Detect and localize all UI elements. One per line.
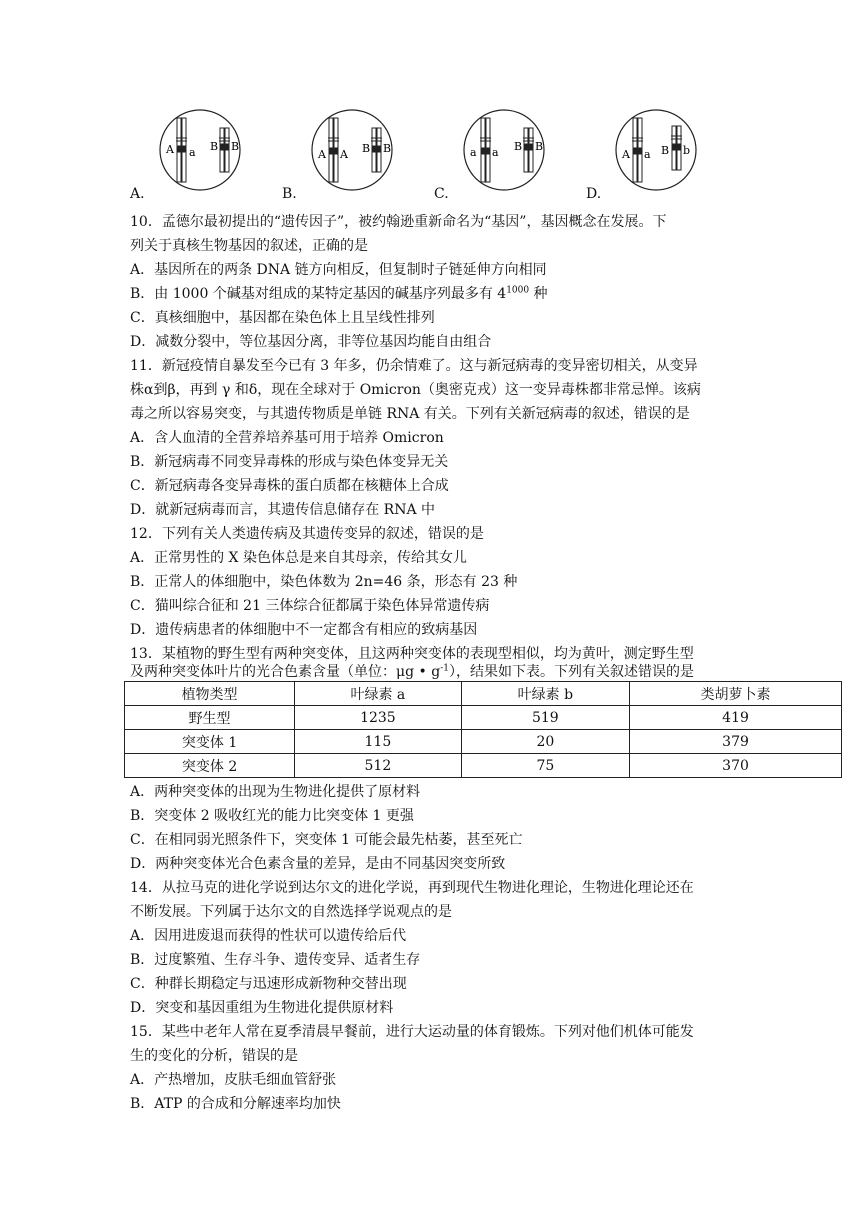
figure-option-a-letter: A.	[130, 186, 145, 202]
table-cell: 115	[295, 730, 462, 754]
allele-label: a	[492, 146, 499, 159]
table-cell: 75	[461, 754, 629, 778]
figure-option-d-letter: D.	[586, 186, 602, 202]
q15-stem-line-1: 15．某些中老年人常在夏季清晨早餐前，进行大运动量的体育锻炼。下列对他们机体可能发	[130, 1024, 694, 1040]
q13-stem-line-1: 13．某植物的野生型有两种突变体，且这两种突变体的表现型相似，均为黄叶，测定野生型	[130, 646, 694, 662]
table-row	[125, 754, 842, 778]
table-header-cell: 植物类型	[125, 682, 295, 706]
table-cell: 突变体 2	[125, 754, 295, 778]
q13-stem-line-2-text: 及两种突变体叶片的光合色素含量（单位：μg • g	[130, 664, 441, 680]
table-cell: 20	[461, 730, 629, 754]
q14-option-b: B．过度繁殖、生存斗争、遗传变异、适者生存	[130, 952, 421, 968]
table-cell: 512	[295, 754, 462, 778]
q10-option-c: C．真核细胞中，基因都在染色体上且呈线性排列	[130, 310, 435, 326]
q12-stem-line-1: 12．下列有关人类遗传病及其遗传变异的叙述，错误的是	[130, 526, 484, 542]
table-header-row	[125, 682, 842, 706]
cell-diagram-b	[310, 108, 394, 192]
q13-stem-line-2	[130, 662, 694, 682]
q13-option-b: B．突变体 2 吸收红光的能力比突变体 1 更强	[130, 808, 414, 824]
allele-label: a	[470, 146, 477, 159]
figure-option-c-letter: C.	[434, 186, 449, 202]
q10-option-b	[130, 284, 548, 304]
allele-label: A	[340, 148, 348, 161]
allele-label: B	[210, 140, 219, 153]
q10-option-b-text: B．由 1000 个碱基对组成的某特定基因的碱基序列最多有 4	[130, 286, 507, 302]
table-cell: 379	[630, 730, 842, 754]
q10-stem-line-1: 10．孟德尔最初提出的“遗传因子”，被约翰逊重新命名为“基因”，基因概念在发展。下	[130, 214, 667, 230]
allele-label: A	[166, 143, 174, 156]
q13-unit-exponent: -1	[440, 663, 449, 674]
allele-label: a	[644, 148, 651, 161]
table-header-cell: 叶绿素 b	[461, 682, 629, 706]
q10-stem-line-2: 列关于真核生物基因的叙述，正确的是	[130, 238, 368, 254]
q14-option-c: C．种群长期稳定与迅速形成新物种交替出现	[130, 976, 407, 992]
table-cell: 519	[461, 706, 629, 730]
allele-label: B	[514, 140, 523, 153]
q14-option-d: D．突变和基因重组为生物进化提供原材料	[130, 1000, 394, 1016]
table-cell: 370	[630, 754, 842, 778]
q11-option-a: A．含人血清的全营养培养基可用于培养 Omicron	[130, 430, 444, 446]
allele-label: B	[231, 140, 240, 153]
q11-option-d: D．就新冠病毒而言，其遗传信息储存在 RNA 中	[130, 502, 436, 518]
q14-option-a: A．因用进废退而获得的性状可以遗传给后代	[130, 928, 407, 944]
table-cell: 突变体 1	[125, 730, 295, 754]
allele-label: b	[683, 144, 691, 157]
q15-option-b: B．ATP 的合成和分解速率均加快	[130, 1096, 341, 1112]
q10-option-b-exponent: 1000	[506, 285, 530, 296]
allele-label: B	[362, 142, 371, 155]
q11-option-c: C．新冠病毒各变异毒株的蛋白质都在核糖体上合成	[130, 478, 449, 494]
q13-option-c: C．在相同弱光照条件下，突变体 1 可能会最先枯萎，甚至死亡	[130, 832, 523, 848]
allele-label: B	[535, 140, 544, 153]
q14-stem-line-1: 14．从拉马克的进化学说到达尔文的进化学说，再到现代生物进化理论，生物进化理论还在	[130, 880, 694, 896]
cell-diagram-d	[614, 108, 698, 192]
q12-option-a: A．正常男性的 X 染色体总是来自其母亲，传给其女儿	[130, 550, 467, 566]
allele-label: a	[189, 146, 196, 159]
table-row	[125, 730, 842, 754]
q14-stem-line-2: 不断发展。下列属于达尔文的自然选择学说观点的是	[130, 904, 452, 920]
figure-option-b-letter: B.	[282, 186, 297, 202]
q13-option-a: A．两种突变体的出现为生物进化提供了原材料	[130, 784, 421, 800]
table-cell: 野生型	[125, 706, 295, 730]
table-row	[125, 706, 842, 730]
allele-label: A	[318, 148, 326, 161]
q10-option-b-tail: 种	[529, 286, 548, 302]
q11-stem-line-3: 毒之所以容易突变，与其遗传物质是单链 RNA 有关。下列有关新冠病毒的叙述，错误的是	[130, 406, 690, 422]
cell-diagram-a	[158, 108, 242, 192]
allele-label: B	[383, 142, 392, 155]
q11-stem-line-2: 株α到β，再到 γ 和δ，现在全球对于 Omicron（奥密克戎）这一变异毒株都非常忌惮。该病	[130, 382, 701, 398]
table-cell: 1235	[295, 706, 462, 730]
table-cell: 419	[630, 706, 842, 730]
q10-option-d: D．减数分裂中，等位基因分离，非等位基因均能自由组合	[130, 334, 492, 350]
q10-option-a: A．基因所在的两条 DNA 链方向相反，但复制时子链延伸方向相同	[130, 262, 547, 278]
q12-option-d: D．遗传病患者的体细胞中不一定都含有相应的致病基因	[130, 622, 478, 638]
allele-label: B	[661, 144, 670, 157]
q15-option-a: A．产热增加，皮肤毛细血管舒张	[130, 1072, 337, 1088]
q12-option-b: B．正常人的体细胞中，染色体数为 2n=46 条，形态有 23 种	[130, 574, 518, 590]
cell-diagram-c	[462, 108, 546, 192]
q15-stem-line-2: 生的变化的分析，错误的是	[130, 1048, 298, 1064]
q13-option-d: D．两种突变体光合色素含量的差异，是由不同基因突变所致	[130, 856, 506, 872]
pigment-table	[124, 681, 842, 778]
allele-label: A	[622, 148, 630, 161]
q12-option-c: C．猫叫综合征和 21 三体综合征都属于染色体异常遗传病	[130, 598, 490, 614]
q13-stem-line-2-tail: ），结果如下表。下列有关叙述错误的是	[448, 664, 694, 680]
q11-option-b: B．新冠病毒不同变异毒株的形成与染色体变异无关	[130, 454, 449, 470]
q11-stem-line-1: 11．新冠疫情自暴发至今已有 3 年多，仍余情难了。这与新冠病毒的变异密切相关，从变异	[130, 358, 698, 374]
table-header-cell: 叶绿素 a	[295, 682, 462, 706]
table-header-cell: 类胡萝卜素	[630, 682, 842, 706]
